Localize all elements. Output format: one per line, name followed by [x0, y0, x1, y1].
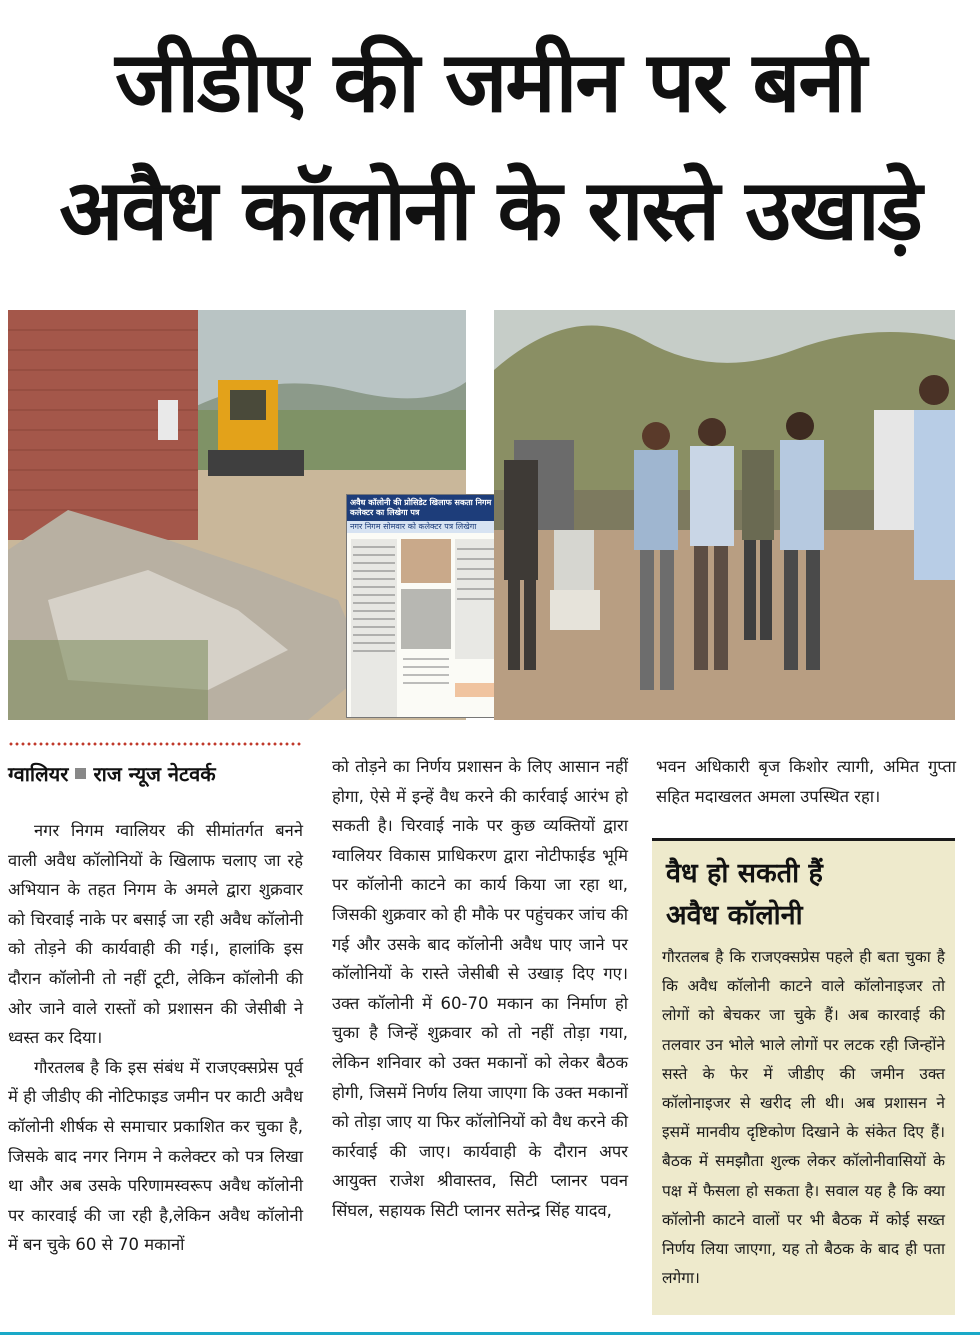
article-column-3 — [656, 752, 956, 811]
byline — [8, 760, 308, 790]
inset-clipping — [346, 494, 506, 718]
square-bullet-icon — [75, 768, 86, 779]
column1-paragraph-2: गौरतलब है कि इस संबंध में राजएक्सप्रेस पूर्व में ही जीडीए की नोटिफाइड जमीन पर काटी अवैध कॉलोनी शीर्षक से समाचार प्रकाशित कर चुका है, जिसके बाद नगर निगम ने कलेक्टर को पत्र लिखा था और अब उसके परिणामस्वरूप अवैध कॉलोनी पर कारवाई की जा रही है,लेकिन अवैध कॉलोनी में बन चुके 60 से 70 मकानों — [8, 1057, 303, 1255]
column1-paragraph-1: नगर निगम ग्वालियर की सीमांतर्गत बनने वाली अवैध कॉलोनियों के खिलाफ चलाए जा रहे अभियान के तहत निगम के अमले द्वारा शुक्रवार को चिरवाई नाके पर बसाई जा रही अवैध कॉलोनी को तोड़ने की कार्यवाही की गई।, हालांकि इस दौरान कॉलोनी तो नहीं टूटी, लेकिन कॉलोनी की ओर जाने वाले रास्तों को प्रशासन की जेसीबी ने ध्वस्त कर दिया। — [8, 821, 303, 1048]
clipping-body-image — [347, 533, 505, 718]
bottom-rule — [0, 1332, 980, 1335]
article-column-2 — [332, 752, 628, 1226]
headline-line-2: अवैध कॉलोनी के रास्ते उखाड़े — [59, 161, 921, 259]
photo-officials-inspection — [494, 310, 955, 720]
photo-officials-image — [494, 310, 955, 720]
sidebar-heading-line-1: वैध हो सकती हैं — [666, 858, 823, 889]
headline-line-1: जीडीए की जमीन पर बनी — [115, 33, 865, 131]
clipping-title: अवैध कॉलोनी की प्रोसिडेट खिलाफ सकता निगम कलेक्टर का लिखेगा पत्र — [347, 495, 505, 521]
column2-paragraph-1: को तोड़ने का निर्णय प्रशासन के लिए आसान नहीं होगा, ऐसे में इन्हें वैध करने की कार्रवाई आरंभ हो सकती है। चिरवाई नाके पर कुछ व्यक्तियों द्वारा ग्वालियर विकास प्राधिकरण द्वारा नोटीफाईड भूमि पर कॉलोनी काटने का कार्य किया जा रहा था, जिसकी शुक्रवार को ही मौके पर पहुंचकर जांच की गई और उसके बाद कॉलोनी अवैध पाए जाने पर कॉलोनियों के रास्ते जेसीबी से उखाड़ दिए गए। उक्त कॉलोनी में 60-70 मकान का निर्माण हो चुका है जिन्हें शुक्रवार को तो नहीं तोड़ा गया, लेकिन शनिवार को उक्त मकानों को लेकर बैठक होगी, जिसमें निर्णय लिया जाएगा कि उक्त मकानों को तोड़ा जाए या फिर कॉलोनियों को वैध करने की कार्रवाई की जाए। कार्यवाही के दौरान अपर आयुक्त राजेश श्रीवास्तव, सिटी प्लानर पवन सिंघल, सहायक सिटी प्लानर सतेन्द्र सिंह यादव, — [332, 757, 628, 1220]
clipping-subtitle: नगर निगम सोमवार को कलेक्टर पत्र लिखेगा — [347, 521, 505, 533]
sidebar-heading — [652, 841, 955, 937]
byline-city: ग्वालियर — [8, 762, 69, 786]
byline-agency: राज न्यूज नेटवर्क — [93, 762, 216, 786]
sidebar-heading-line-2: अवैध कॉलोनी — [666, 900, 803, 931]
column3-paragraph-1: भवन अधिकारी बृज किशोर त्यागी, अमित गुप्ता सहित मदाखलत अमला उपस्थित रहा। — [656, 757, 956, 806]
sidebar-box — [652, 838, 955, 1315]
byline-dot-rule — [8, 742, 302, 746]
headline — [0, 18, 980, 274]
sidebar-text: गौरतलब है कि राजएक्सप्रेस पहले ही बता चुका है कि अवैध कॉलोनी काटने वाले कॉलोनाइजर तो लोगों को बेचकर जा चुके हैं। अब कारवाई की तलवार उन भोले भाले लोगों पर लटक रही जिन्होंने सस्ते के फेर में जीडीए की जमीन उक्त कॉलोनाइजर से खरीद ली थी। अब प्रशासन ने इसमें मानवीय दृष्टिकोण दिखाने के संकेत दिए हैं। बैठक में समझौता शुल्क लेकर कॉलोनीवासियों के पक्ष में फैसला हो सकता है। सवाल यह है कि क्या कॉलोनी काटने वालों पर भी बैठक में कोई सख्त निर्णय लिया जाएगा, यह तो बैठक के बाद ही पता लगेगा। — [662, 948, 945, 1288]
article-column-1 — [8, 816, 303, 1260]
